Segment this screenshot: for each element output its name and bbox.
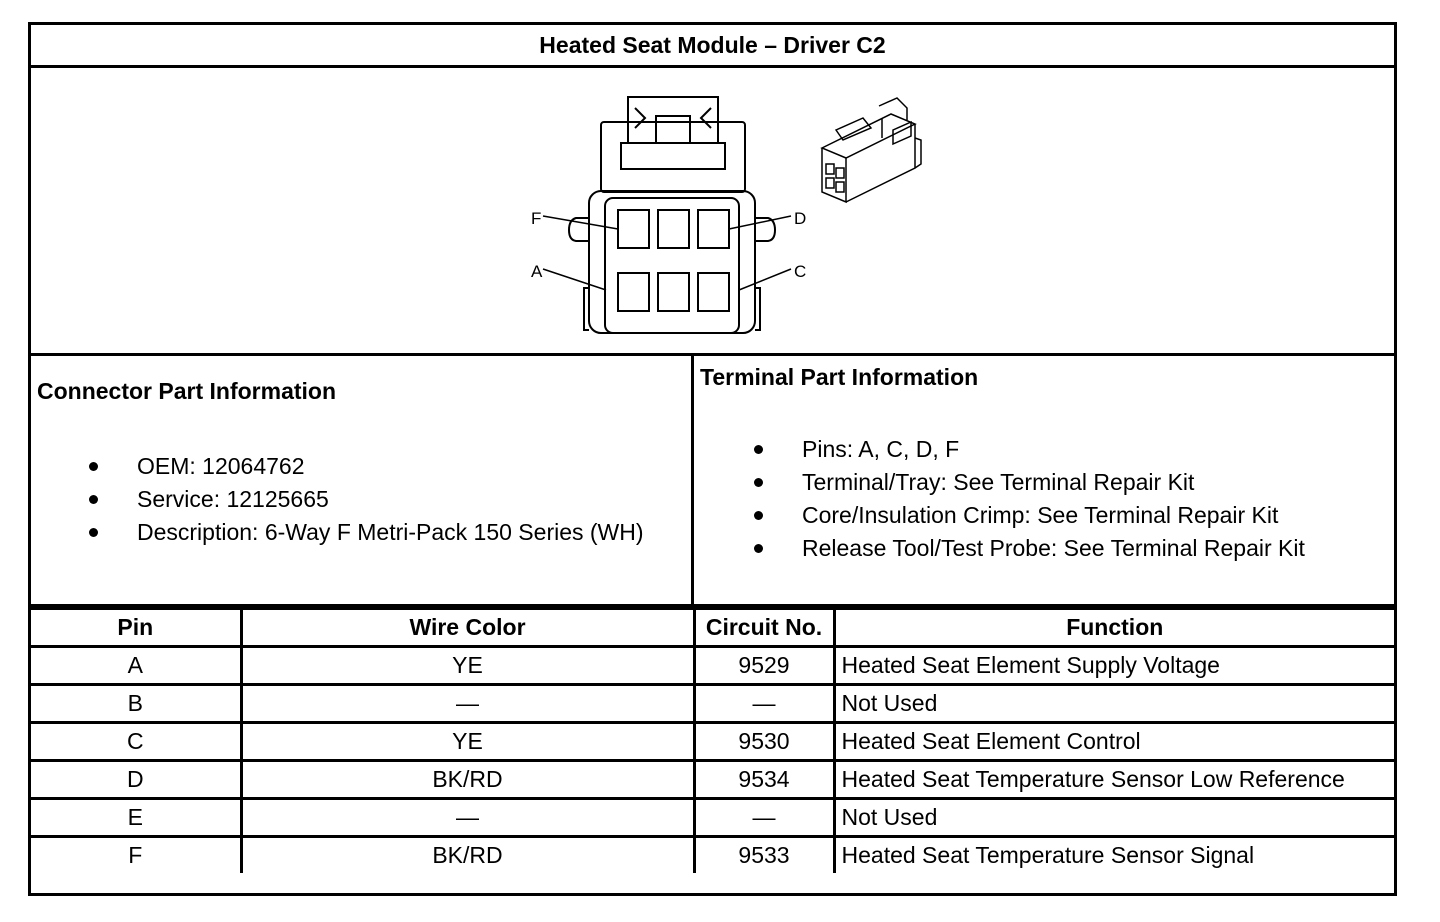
function-cell: Not Used (834, 685, 1394, 723)
pin-cell: E (31, 799, 241, 837)
wire-color-cell: YE (241, 647, 694, 685)
connector-part-info: Connector Part Information OEM: 12064762 Service: 12125665 Description: 6-Way F Metri-Pack 150 Series (WH) (31, 356, 694, 604)
pin-label-f: F (531, 209, 542, 228)
pin-cell: D (31, 761, 241, 799)
circuit-cell: 9530 (694, 723, 834, 761)
function-cell: Heated Seat Temperature Sensor Low Reference (834, 761, 1394, 799)
pin-label-a: A (531, 262, 543, 281)
function-cell: Heated Seat Element Supply Voltage (834, 647, 1394, 685)
table-row (31, 647, 1394, 685)
connector-face-diagram (31, 68, 1394, 353)
column-header-wire-color: Wire Color (241, 609, 694, 647)
column-header-pin: Pin (31, 609, 241, 647)
wire-color-cell: YE (241, 723, 694, 761)
circuit-cell: — (694, 685, 834, 723)
table-header-row (31, 609, 1394, 647)
circuit-cell: 9534 (694, 761, 834, 799)
table-row (31, 837, 1394, 874)
part-information-section (31, 356, 1394, 607)
table-row (31, 761, 1394, 799)
table-row (31, 799, 1394, 837)
column-header-function: Function (834, 609, 1394, 647)
terminal-part-info-heading: Terminal Part Information (700, 364, 979, 390)
connector-isometric-icon (822, 98, 921, 202)
function-cell: Heated Seat Temperature Sensor Signal (834, 837, 1394, 874)
page-title: Heated Seat Module – Driver C2 (31, 25, 1394, 68)
pin-cell: A (31, 647, 241, 685)
wire-color-cell: BK/RD (241, 761, 694, 799)
pin-cell: F (31, 837, 241, 874)
pin-table (31, 607, 1394, 873)
wire-color-cell: BK/RD (241, 837, 694, 874)
function-cell: Heated Seat Element Control (834, 723, 1394, 761)
function-cell: Not Used (834, 799, 1394, 837)
wire-color-cell: — (241, 685, 694, 723)
circuit-cell: 9529 (694, 647, 834, 685)
column-header-circuit-no: Circuit No. (694, 609, 834, 647)
circuit-cell: — (694, 799, 834, 837)
circuit-cell: 9533 (694, 837, 834, 874)
pin-label-d: D (794, 209, 807, 228)
table-row (31, 685, 1394, 723)
pin-cell: B (31, 685, 241, 723)
connector-illustration-panel (31, 68, 1394, 356)
terminal-part-info: Terminal Part Information Pins: A, C, D, F Terminal/Tray: See Terminal Repair Kit Core/Insulation Crimp: See Terminal Repair Kit Release Tool/Test Probe: See Terminal Repair Kit (700, 364, 1305, 561)
connector-part-info-heading: Connector Part Information (37, 378, 337, 404)
wire-color-cell: — (241, 799, 694, 837)
connector-sheet (28, 22, 1397, 896)
pin-cell: C (31, 723, 241, 761)
pin-label-c: C (794, 262, 807, 281)
table-row (31, 723, 1394, 761)
